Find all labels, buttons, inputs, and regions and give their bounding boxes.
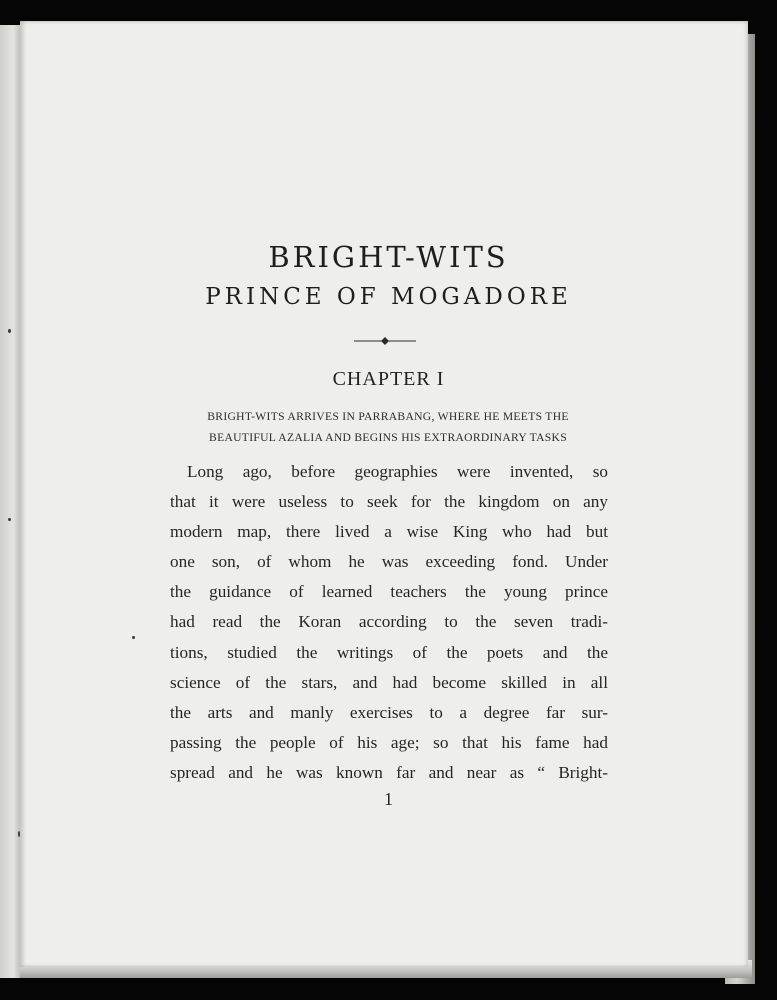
text-line: Long ago, before geographies were invented, so [187, 462, 608, 481]
text-line: modern map, there lived a wise King who had but [170, 522, 608, 542]
text-line: the guidance of learned teachers the young prince [170, 582, 608, 602]
ink-speck [132, 636, 135, 639]
book-title: BRIGHT-WITS [268, 240, 509, 274]
text-line: the arts and manly exercises to a degree far sur- [170, 702, 608, 722]
chapter-heading: CHAPTER I [332, 368, 445, 390]
ink-speck [8, 329, 11, 333]
text-line: spread and he was known far and near as “ Bright- [170, 762, 608, 782]
text-line: science of the stars, and had become skilled in all [170, 672, 608, 692]
ink-speck [8, 518, 11, 521]
text-line: that it were useless to seek for the kingdom on any [170, 492, 608, 512]
ink-speck [18, 831, 20, 837]
chapter-summary-line: BEAUTIFUL AZALIA AND BEGINS HIS EXTRAORDINARY TASKS [209, 431, 567, 444]
page-number: 1 [384, 789, 393, 809]
chapter-summary-line: BRIGHT-WITS ARRIVES IN PARRABANG, WHERE HE MEETS THE [207, 410, 569, 423]
text-line: passing the people of his age; so that his fame had [170, 732, 608, 752]
chapter-body-text [170, 457, 608, 788]
text-line: one son, of whom he was exceeding fond. Under [170, 552, 608, 572]
chapter-summary [168, 406, 608, 448]
diamond-rule-ornament-icon [354, 335, 416, 347]
book-subtitle: PRINCE OF MOGADORE [205, 284, 572, 310]
text-line: tions, studied the writings of the poets and the [170, 642, 608, 662]
text-line: had read the Koran according to the seven tradi- [170, 612, 608, 632]
